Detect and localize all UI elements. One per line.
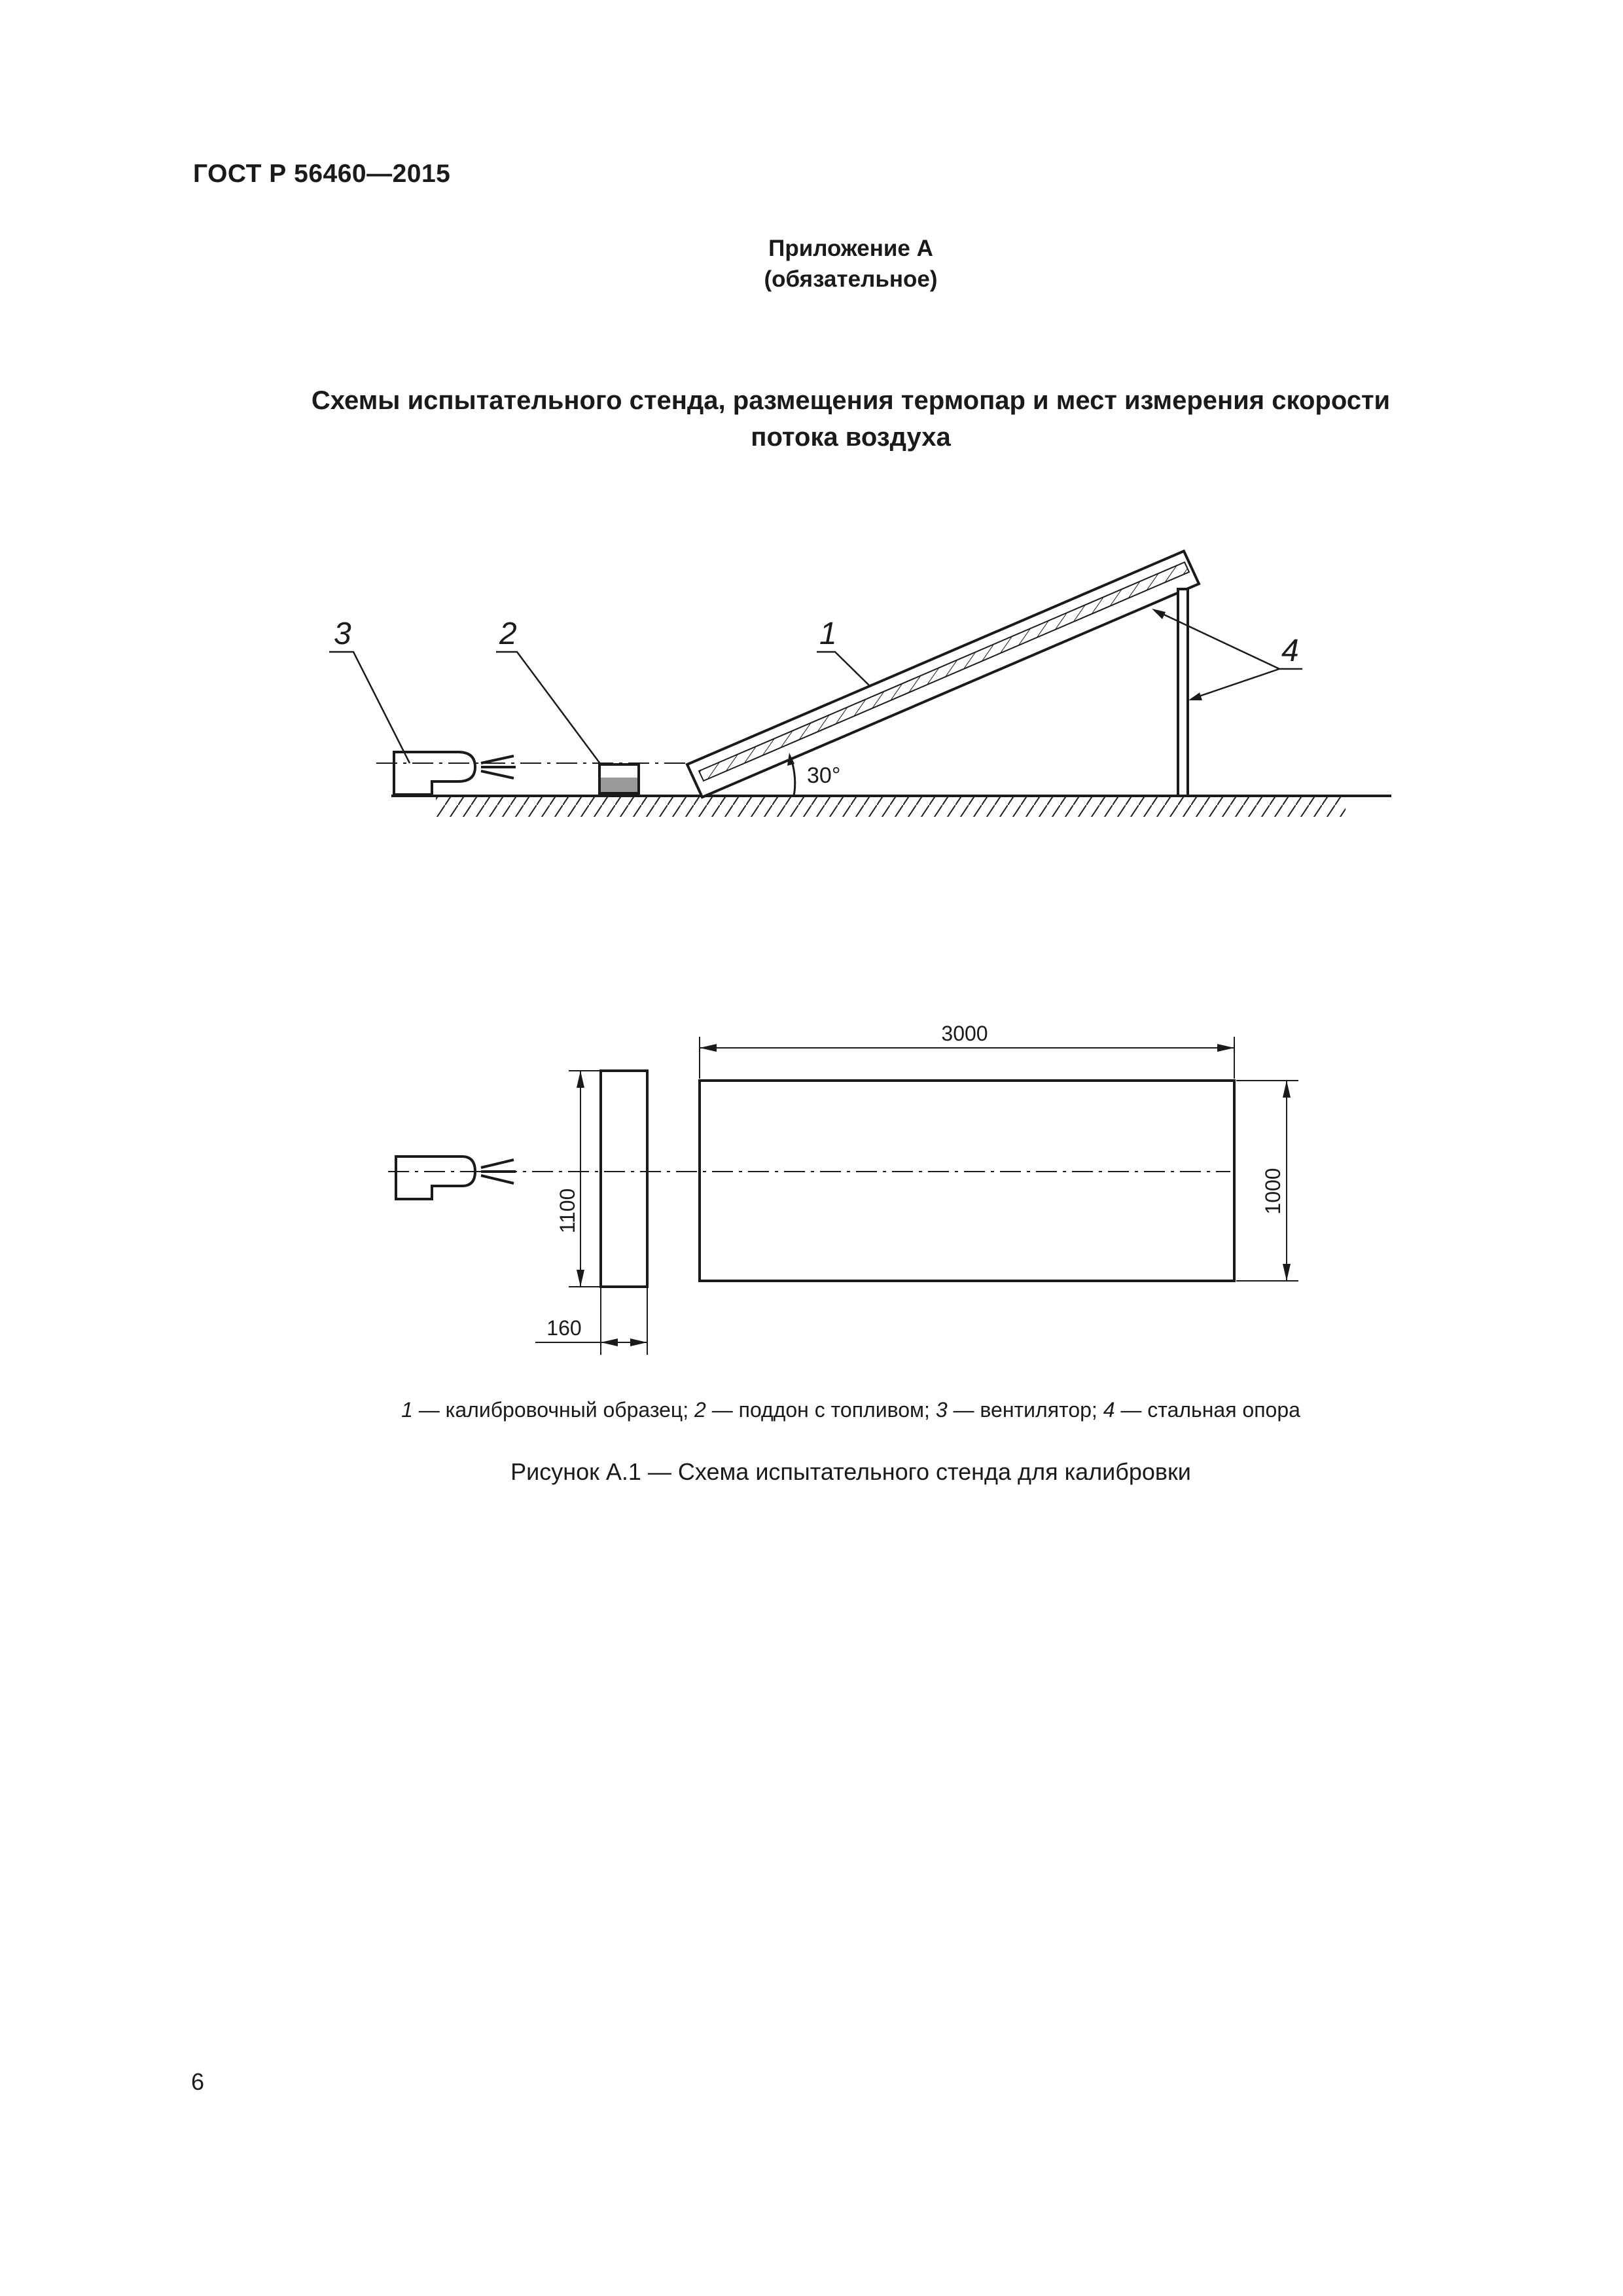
fuel-pan-plan	[601, 1071, 647, 1287]
callout-leader	[817, 652, 870, 687]
page-number: 6	[191, 2068, 205, 2095]
figure-legend	[0, 1398, 1623, 1422]
fan-icon	[396, 1157, 475, 1199]
callout-arrow-icon	[1152, 609, 1166, 619]
callout-leader	[496, 652, 601, 764]
ground-hatching	[436, 797, 1346, 817]
air-jet-icon	[481, 1160, 514, 1168]
angle-label: 30°	[807, 763, 841, 788]
dimension-arrow-icon	[577, 1071, 584, 1088]
callout-4: 4	[1281, 634, 1299, 668]
air-jet-icon	[481, 1175, 514, 1183]
dimension-arrow-icon	[700, 1044, 717, 1052]
legend-text-2: — поддон с топливом;	[705, 1398, 936, 1422]
callout-2: 2	[499, 617, 517, 651]
dimension-width: 1000	[1261, 1168, 1285, 1215]
dimension-length: 3000	[941, 1022, 988, 1045]
sample-inner-layer	[699, 562, 1189, 781]
standard-designation: ГОСТ Р 56460—2015	[193, 160, 451, 188]
callout-leader	[1191, 669, 1279, 699]
annex-title: Приложение А	[768, 236, 933, 261]
air-jet-icon	[481, 771, 514, 778]
steel-support	[1178, 589, 1188, 796]
fuel-fill	[601, 778, 637, 792]
fan-icon	[394, 752, 475, 795]
section-title-line-2: потока воздуха	[751, 423, 951, 452]
callout-arrow-icon	[1188, 692, 1202, 700]
legend-text-4: — стальная опора	[1115, 1398, 1300, 1422]
side-view	[329, 551, 1391, 817]
calibration-sample-plan	[700, 1081, 1234, 1281]
annex-status: (обязательное)	[764, 266, 938, 292]
figure-caption: Рисунок А.1 — Схема испытательного стенда для калибровки	[510, 1458, 1191, 1485]
legend-text-3: — вентилятор;	[947, 1398, 1103, 1422]
dimension-arrow-icon	[1217, 1044, 1234, 1052]
legend-num-4: 4	[1103, 1398, 1115, 1422]
callout-1: 1	[819, 617, 837, 651]
legend-num-2: 2	[694, 1398, 706, 1422]
dimension-pan-width: 160	[546, 1316, 582, 1340]
dimension-arrow-icon	[577, 1270, 584, 1287]
dimension-arrow-icon	[1283, 1081, 1291, 1098]
dimension-arrow-icon	[601, 1338, 618, 1346]
legend-text-1: — калибровочный образец;	[412, 1398, 695, 1422]
legend-num-1: 1	[401, 1398, 413, 1422]
callout-leader	[1158, 612, 1279, 669]
dimension-arrow-icon	[1283, 1264, 1291, 1281]
dimension-arrow-icon	[630, 1338, 647, 1346]
section-title-line-1: Схемы испытательного стенда, размещения термопар и мест измерения скорости	[311, 386, 1391, 415]
callout-3: 3	[334, 617, 351, 651]
air-jet-icon	[481, 756, 514, 763]
dimension-pan-length: 1100	[556, 1188, 579, 1234]
legend-num-3: 3	[935, 1398, 948, 1422]
plan-view	[388, 1022, 1298, 1355]
callout-leader	[329, 652, 410, 763]
